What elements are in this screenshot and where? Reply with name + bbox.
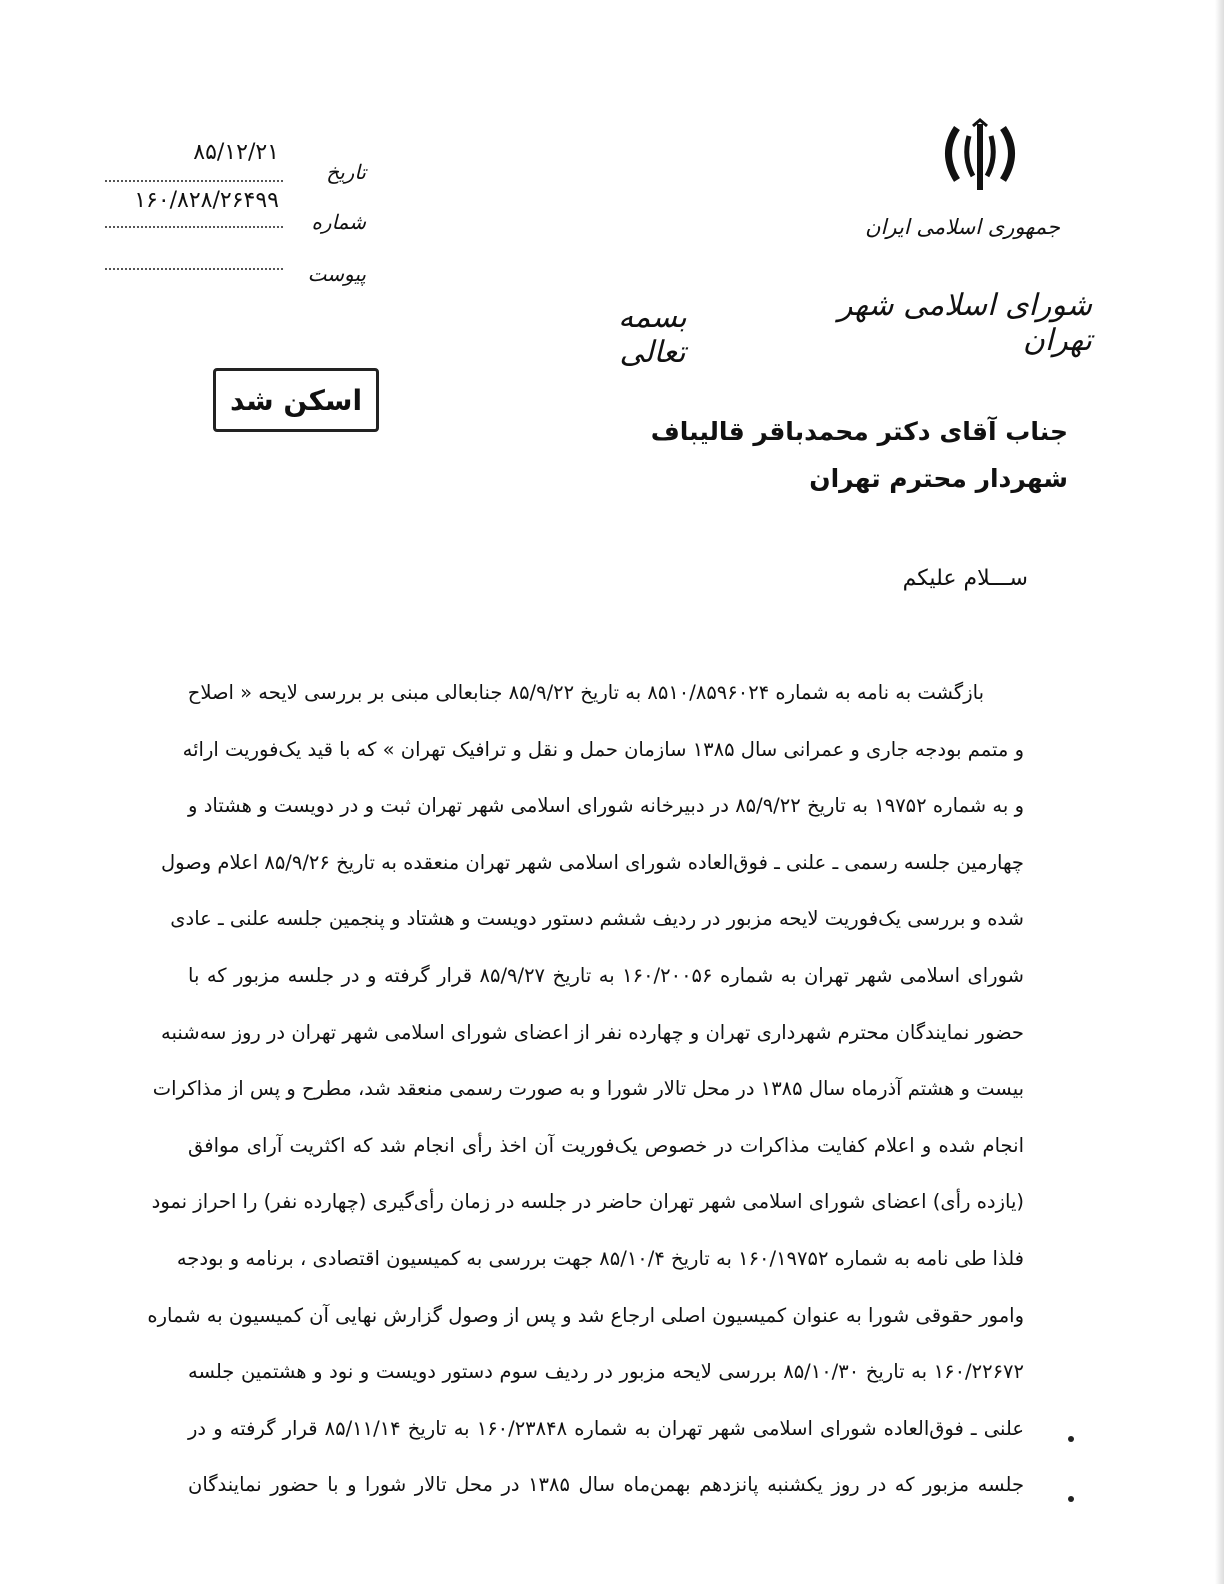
attachment-label: پیوست bbox=[307, 262, 366, 286]
scan-edge bbox=[1164, 0, 1224, 1584]
margin-dot bbox=[1068, 1496, 1074, 1502]
margin-dot bbox=[1068, 1436, 1074, 1442]
number-value: ۱۶۰/۸۲۸/۲۶۴۹۹ bbox=[134, 188, 279, 213]
scanned-stamp: اسکن شد bbox=[213, 368, 379, 432]
body-line: حضور نمایندگان محترم شهرداری تهران و چهارده نفر از اعضای شورای اسلامی شهر تهران در روز سه‌شنبه bbox=[161, 1020, 1024, 1044]
date-line bbox=[105, 180, 283, 182]
republic-title: جمهوری اسلامی ایران bbox=[865, 215, 1060, 239]
number-label: شماره bbox=[311, 210, 366, 234]
greeting: ســـلام علیکم bbox=[902, 566, 1028, 591]
body-line: شورای اسلامی شهر تهران به شماره ۱۶۰/۲۰۰۵۶ به تاریخ ۸۵/۹/۲۷ قرار گرفته و در جلسه مزبور که با bbox=[188, 963, 1025, 987]
body-line: بازگشت به نامه به شماره ۸۵۱۰/۸۵۹۶۰۲۴ به تاریخ ۸۵/۹/۲۲ جنابعالی مبنی بر بررسی لایحه « اصلاح bbox=[187, 681, 984, 704]
body-line: ۱۶۰/۲۲۶۷۲ به تاریخ ۸۵/۱۰/۳۰ بررسی لایحه مزبور در ردیف سوم دستور دویست و نود و هشتمین جلسه bbox=[188, 1360, 1024, 1384]
body-line: چهارمین جلسه رسمی ـ علنی ـ فوق‌العاده شورای اسلامی شهر تهران منعقده به تاریخ ۸۵/۹/۲۶ اعلام وصول bbox=[160, 850, 1024, 874]
body-line: بیست و هشتم آذرماه سال ۱۳۸۵ در محل تالار شورا و به صورت رسمی منعقد شد، مطرح و پس از مذاکرات bbox=[152, 1077, 1024, 1101]
body-line: فلذا طی نامه به شماره ۱۶۰/۱۹۷۵۲ به تاریخ ۸۵/۱۰/۴ جهت بررسی به کمیسیون اقتصادی ، برنامه و بودجه bbox=[176, 1246, 1024, 1270]
body-line: علنی ـ فوق‌العاده شورای اسلامی شهر تهران به شماره ۱۶۰/۲۳۸۴۸ به تاریخ ۸۵/۱۱/۱۴ قرار گرفته و در bbox=[188, 1416, 1024, 1440]
attachment-line bbox=[105, 268, 283, 270]
date-label: تاریخ bbox=[326, 160, 366, 184]
body-line: (یازده رأی) اعضای شورای اسلامی شهر تهران حاضر در جلسه در زمان رأی‌گیری (چهارده نفر) را احراز نمود bbox=[151, 1190, 1024, 1214]
council-title: شورای اسلامی شهر تهران bbox=[838, 288, 1092, 358]
letter-body bbox=[147, 672, 1025, 1521]
iran-emblem-icon bbox=[935, 118, 1025, 198]
recipient-title: شهردار محترم تهران bbox=[809, 464, 1068, 493]
body-line: شده و بررسی یک‌فوریت لایحه مزبور در ردیف ششم دستور دویست و هشتاد و پنجمین جلسه علنی ـ عادی bbox=[170, 907, 1024, 931]
body-line: وامور حقوقی شورا به عنوان کمیسیون اصلی ارجاع شد و پس از وصول گزارش نهایی آن کمیسیون به شماره bbox=[147, 1303, 1024, 1327]
invocation: بسمه تعالی bbox=[618, 300, 687, 370]
body-line: انجام شده و اعلام کفایت مذاکرات در خصوص یک‌فوریت آن اخذ رأی انجام شد که اکثریت آرای موافق bbox=[188, 1133, 1024, 1157]
body-line: جلسه مزبور که در روز یکشنبه پانزدهم بهمن‌ماه سال ۱۳۸۵ در محل تالار شورا و با حضور نمایندگان bbox=[188, 1473, 1024, 1497]
number-line bbox=[105, 226, 283, 228]
body-line: و به شماره ۱۹۷۵۲ به تاریخ ۸۵/۹/۲۲ در دبیرخانه شورای اسلامی شهر تهران ثبت و در دویست و هشتاد و bbox=[188, 794, 1024, 818]
date-value: ۸۵/۱۲/۲۱ bbox=[193, 140, 279, 165]
recipient-name: جناب آقای دکتر محمدباقر قالیباف bbox=[650, 417, 1068, 446]
body-line: و متمم بودجه جاری و عمرانی سال ۱۳۸۵ سازمان حمل و نقل و ترافیک تهران » که با قید یک‌فوریت ارائه bbox=[182, 737, 1024, 761]
